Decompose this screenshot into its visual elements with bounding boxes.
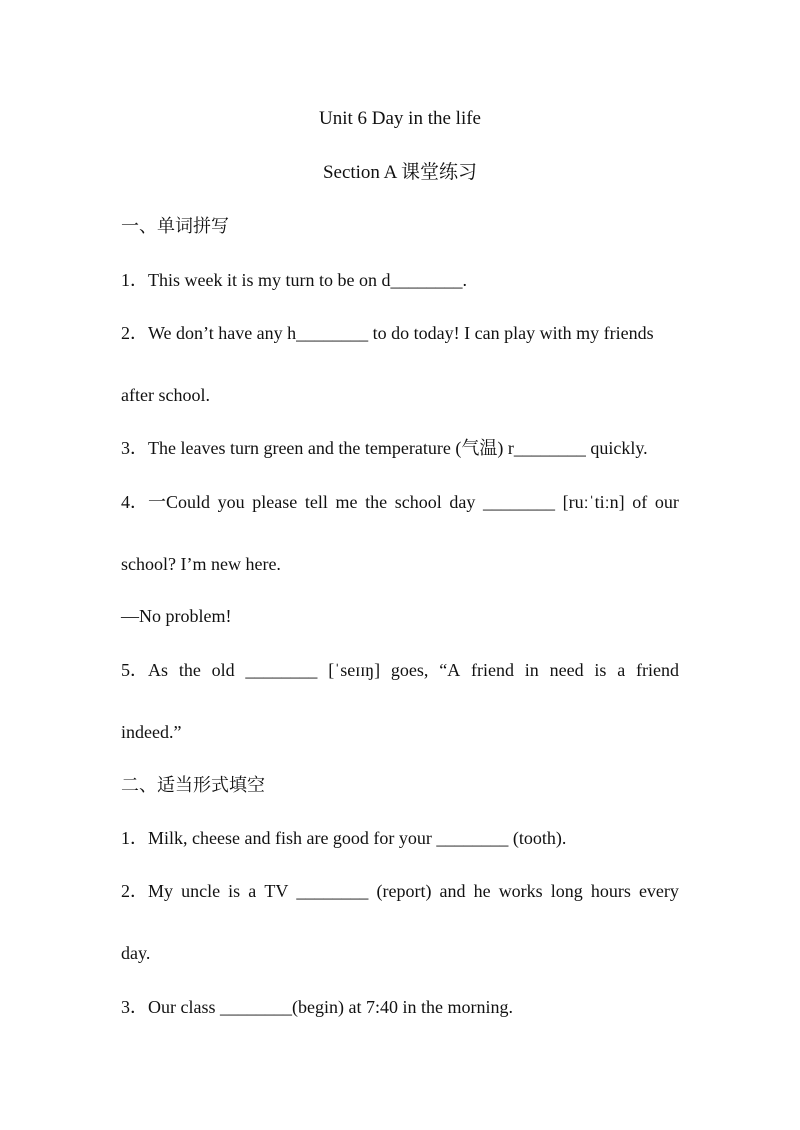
part1-question-5-line-2: indeed.” — [121, 722, 182, 742]
q5-blank: ________ — [245, 660, 318, 680]
q4-word: 4．一Could — [121, 492, 211, 512]
q4-word: school — [394, 492, 442, 512]
q4-word: you — [217, 492, 245, 512]
q5-word: friend — [471, 660, 514, 680]
part1-question-5-line-1 — [121, 658, 679, 682]
part2-question-3: 3．Our class ________(begin) at 7:40 in the morning. — [121, 997, 513, 1017]
q5-word: need — [549, 660, 584, 680]
p2q2-word: he — [473, 881, 491, 901]
q4-word: the — [365, 492, 388, 512]
p2q2-word: long — [550, 881, 583, 901]
part1-question-2-line-2: after school. — [121, 385, 210, 405]
part1-heading: 一、单词拼写 — [121, 216, 229, 236]
q5-word: is — [594, 660, 607, 680]
q5-word: goes, — [390, 660, 429, 680]
part2-question-2-line-2: day. — [121, 943, 151, 963]
p2q2-word: TV — [264, 881, 289, 901]
q5-word: a — [617, 660, 626, 680]
p2q2-word: is — [228, 881, 241, 901]
q5-word: 5．As — [121, 660, 169, 680]
q4-word: me — [335, 492, 358, 512]
p2q2-word: and — [439, 881, 466, 901]
p2q2-word: (report) — [376, 881, 432, 901]
part2-heading: 二、适当形式填空 — [121, 775, 265, 795]
p2q2-word: 2．My — [121, 881, 174, 901]
q5-word: “A — [439, 660, 461, 680]
page-title: Unit 6 Day in the life — [319, 108, 481, 129]
p2q2-word: uncle — [181, 881, 221, 901]
part1-question-4-line-1 — [121, 490, 679, 514]
q4-word: our — [654, 492, 679, 512]
p2q2-word: every — [638, 881, 679, 901]
q5-phonetic: [ˈseɪɪŋ] — [328, 660, 381, 680]
p2q2-word: works — [498, 881, 543, 901]
q5-word: in — [524, 660, 539, 680]
part1-question-2-line-1: 2．We don’t have any h________ to do today! I can play with my friends — [121, 323, 654, 343]
part2-question-2-line-1 — [121, 879, 679, 903]
section-subtitle: Section A 课堂练习 — [322, 162, 478, 183]
part2-question-1: 1．Milk, cheese and fish are good for your ________ (tooth). — [121, 828, 567, 848]
p2q2-word: hours — [590, 881, 631, 901]
part1-question-4-line-2: school? I’m new here. — [121, 554, 281, 574]
p2q2-word: a — [248, 881, 257, 901]
q4-word: tell — [304, 492, 328, 512]
q5-word: old — [211, 660, 235, 680]
q4-word: of — [632, 492, 648, 512]
q5-word: friend — [635, 660, 679, 680]
q4-phonetic: [ruːˈtiːn] — [562, 492, 625, 512]
q5-word: the — [178, 660, 201, 680]
q4-word: day — [449, 492, 476, 512]
part1-question-3: 3．The leaves turn green and the temperature (气温) r________ quickly. — [121, 438, 648, 458]
q4-blank: ________ — [483, 492, 555, 512]
p2q2-blank: ________ — [296, 881, 369, 901]
part1-question-1: 1．This week it is my turn to be on d________. — [121, 270, 467, 290]
q4-word: please — [252, 492, 298, 512]
part1-question-4-reply: —No problem! — [121, 606, 232, 626]
